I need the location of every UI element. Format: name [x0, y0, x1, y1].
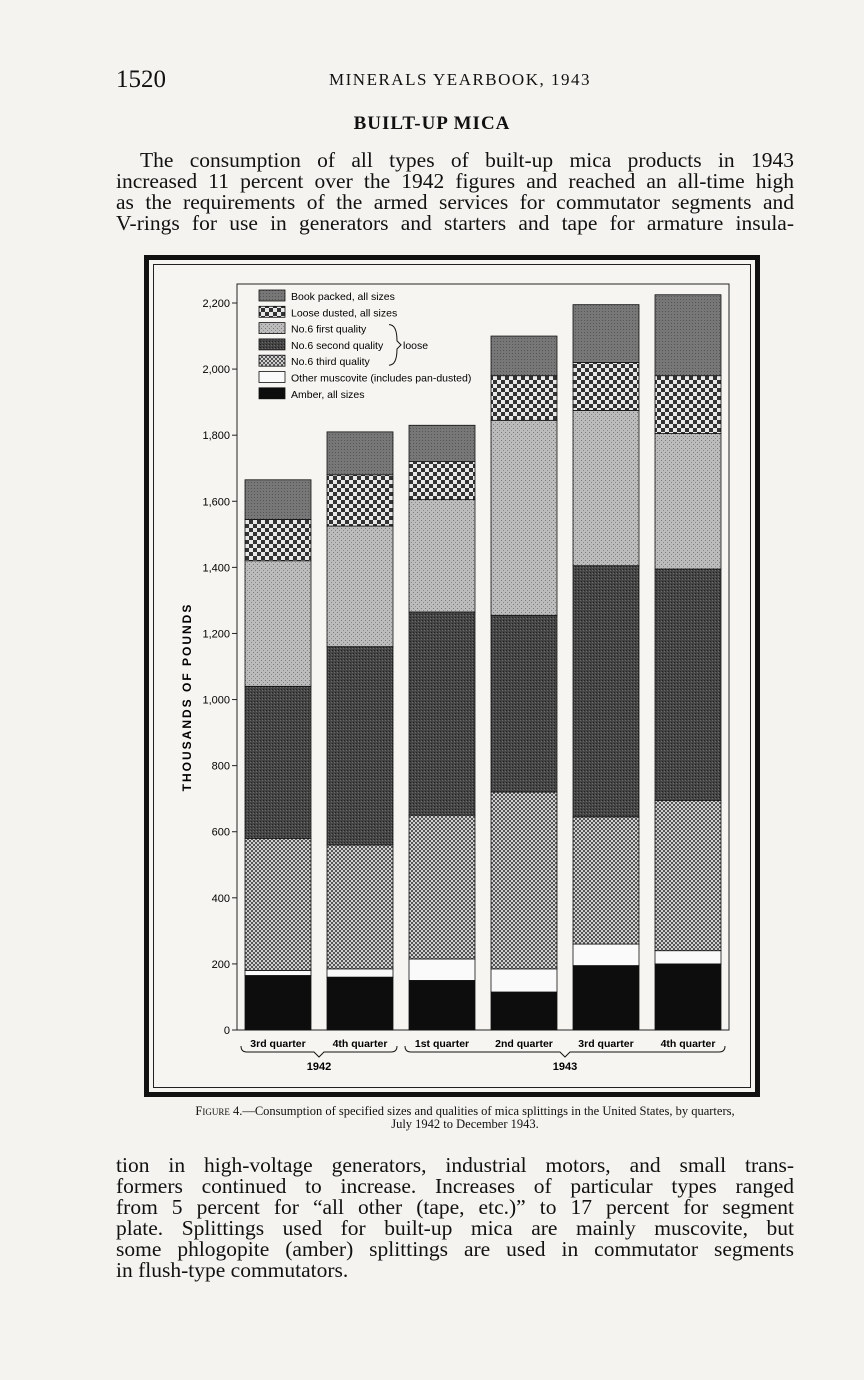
bar-segment — [655, 964, 721, 1030]
bar-segment — [245, 975, 311, 1030]
bar-segment — [245, 686, 311, 838]
running-head: MINERALS YEARBOOK, 1943 — [329, 70, 591, 89]
legend-label: Amber, all sizes — [291, 388, 365, 401]
legend-swatch — [259, 306, 285, 317]
y-tick-label: 1,000 — [202, 694, 230, 707]
bar-segment — [409, 612, 475, 815]
stacked-bar-chart — [149, 260, 755, 1092]
bar-segment — [245, 561, 311, 687]
figure-frame — [144, 255, 760, 1097]
y-tick-label: 2,000 — [202, 364, 230, 377]
legend-swatch — [259, 372, 285, 383]
bar-segment — [245, 519, 311, 560]
x-tick-label: 3rd quarter — [250, 1038, 306, 1050]
y-tick-label: 200 — [211, 958, 230, 971]
bar-segment — [655, 295, 721, 376]
bar-segment — [655, 800, 721, 950]
chart-legend — [259, 290, 471, 401]
x-tick-label: 4th quarter — [660, 1038, 716, 1050]
paragraph-line: increased 11 percent over the 1942 figures and reached an all-time high — [116, 169, 794, 193]
paragraph-line: V-rings for use in generators and starters and tape for armature insula- — [116, 211, 794, 235]
x-tick-label: 3rd quarter — [578, 1038, 634, 1050]
bar-segment — [327, 647, 393, 845]
y-axis-label: THOUSANDS OF POUNDS — [180, 602, 194, 792]
legend-swatch — [259, 355, 285, 366]
legend-swatch — [259, 388, 285, 399]
chart-x-labels — [241, 1038, 725, 1073]
bar-segment — [573, 362, 639, 410]
legend-label: Other muscovite (includes pan-dusted) — [291, 372, 472, 385]
x-tick-label: 1st quarter — [414, 1038, 470, 1050]
bar-segment — [245, 838, 311, 970]
bar-segment — [409, 980, 475, 1030]
bar-segment — [655, 376, 721, 434]
bar-segment — [409, 815, 475, 959]
y-tick-label: 1,800 — [202, 430, 230, 443]
paragraph-line: as the requirements of the armed services for commutator segments and — [116, 190, 794, 214]
bar-segment — [409, 959, 475, 980]
bar-segment — [491, 792, 557, 969]
bar-segment — [491, 336, 557, 376]
legend-label: No.6 second quality — [291, 339, 384, 352]
legend-label: No.6 third quality — [291, 356, 370, 369]
paragraph-line: plate. Splittings used for built-up mica are mainly muscovite, but — [116, 1216, 794, 1240]
bar-segment — [327, 475, 393, 526]
legend-label: Loose dusted, all sizes — [291, 307, 398, 320]
y-tick-label: 1,600 — [202, 496, 230, 509]
legend-label: Book packed, all sizes — [291, 291, 395, 303]
bar-segment — [491, 969, 557, 992]
bar-segment — [327, 977, 393, 1030]
paragraph-2 — [116, 1155, 794, 1281]
bar-segment — [245, 480, 311, 520]
bar-segment — [573, 305, 639, 363]
bar-segment — [573, 817, 639, 944]
paragraph-line: some phlogopite (amber) splittings are used in commutator segments — [116, 1237, 794, 1261]
section-title: BUILT-UP MICA — [353, 113, 511, 134]
y-tick-label: 400 — [211, 892, 230, 905]
bar-segment — [409, 425, 475, 461]
paragraph-line: in flush-type commutators. — [116, 1258, 349, 1282]
legend-label: No.6 first quality — [291, 323, 367, 336]
paragraph-line: tion in high-voltage generators, industrial motors, and small trans- — [116, 1153, 794, 1177]
bar-segment — [491, 376, 557, 421]
caption-text: —Consumption of specified sizes and qualities of mica splittings in the United States, by quarters, — [242, 1104, 735, 1118]
bar-segment — [573, 944, 639, 965]
legend-swatch — [259, 339, 285, 350]
bar-segment — [409, 500, 475, 612]
page-number: 1520 — [116, 66, 166, 93]
paragraph-line: formers continued to increase. Increases of particular types ranged — [116, 1174, 794, 1198]
paragraph-1 — [116, 150, 794, 234]
y-tick-label: 800 — [211, 760, 230, 773]
bar-segment — [491, 615, 557, 792]
y-tick-label: 1,200 — [202, 628, 230, 641]
bar-segment — [573, 966, 639, 1030]
bar-segment — [655, 951, 721, 964]
bar-segment — [573, 566, 639, 817]
bar-segment — [327, 969, 393, 977]
chart-bars — [245, 295, 721, 1030]
bar-segment — [327, 845, 393, 969]
bar-segment — [573, 410, 639, 565]
year-label: 1942 — [306, 1061, 332, 1073]
caption-label: Figure 4. — [195, 1104, 243, 1118]
bar-segment — [655, 434, 721, 569]
y-tick-label: 600 — [211, 826, 230, 839]
bar-segment — [491, 992, 557, 1030]
bar-segment — [327, 526, 393, 647]
legend-bracket — [389, 325, 401, 366]
caption-text-2: July 1942 to December 1943. — [391, 1117, 539, 1131]
y-tick-label: 2,200 — [202, 298, 230, 310]
figure-caption — [120, 1105, 810, 1131]
x-tick-label: 4th quarter — [332, 1038, 388, 1050]
legend-bracket-label: loose — [403, 339, 429, 352]
bar-segment — [655, 569, 721, 800]
bar-segment — [327, 432, 393, 475]
paragraph-line: The consumption of all types of built-up mica products in 1943 — [140, 148, 794, 172]
y-tick-label: 0 — [223, 1025, 230, 1037]
bar-segment — [491, 420, 557, 615]
x-tick-label: 2nd quarter — [495, 1038, 553, 1050]
legend-swatch — [259, 323, 285, 334]
paragraph-line: from 5 percent for “all other (tape, etc.)” to 17 percent for segment — [116, 1195, 794, 1219]
year-label: 1943 — [552, 1061, 578, 1073]
legend-swatch — [259, 290, 285, 301]
bar-segment — [245, 971, 311, 976]
bar-segment — [409, 462, 475, 500]
y-tick-label: 1,400 — [202, 562, 230, 575]
